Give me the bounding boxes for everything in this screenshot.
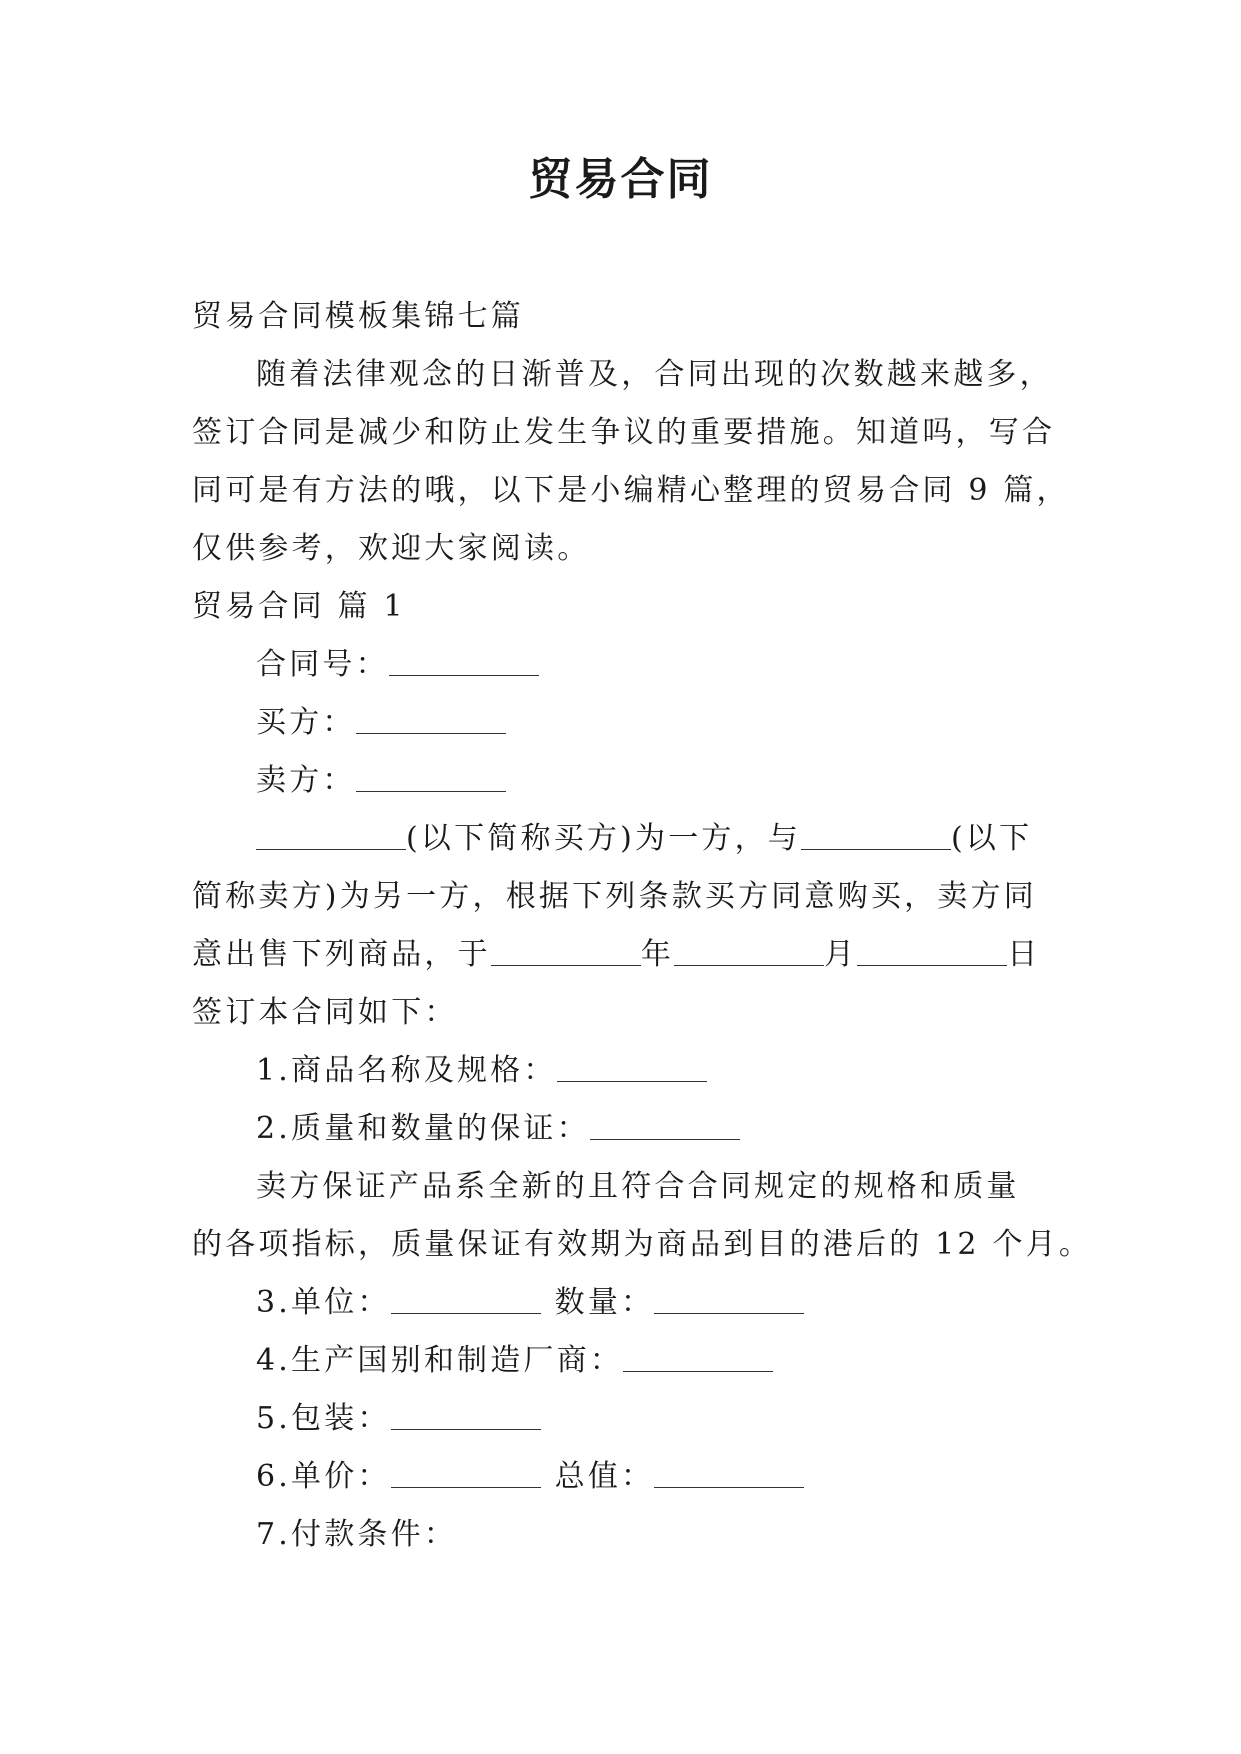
- year-blank: [491, 927, 641, 966]
- month-label: 月: [824, 937, 858, 972]
- item-6-total-label: 总值：: [554, 1459, 655, 1494]
- unit-price-blank: [391, 1449, 541, 1488]
- item-5-blank: [391, 1391, 541, 1430]
- item-5-row: [192, 1390, 1072, 1448]
- seller-blank: [356, 753, 506, 792]
- item-4-label: 4.生产国别和制造厂商：: [256, 1343, 624, 1378]
- month-blank: [674, 927, 824, 966]
- day-blank: [857, 927, 1007, 966]
- day-label: 日: [1007, 937, 1041, 972]
- item-2-label: 2.质量和数量的保证：: [256, 1111, 590, 1146]
- date-text: 意出售下列商品，于: [192, 937, 491, 972]
- buyer-blank: [356, 695, 506, 734]
- contract-no-row: [192, 636, 1072, 694]
- item-5-label: 5.包装：: [256, 1401, 391, 1436]
- section-heading: 贸易合同 篇 1: [192, 589, 406, 624]
- intro-line-1: 随着法律观念的日渐普及，合同出现的次数越来越多，: [256, 357, 1053, 392]
- item-1-blank: [557, 1043, 707, 1082]
- buyer-name-blank: [256, 811, 406, 850]
- contract-no-blank: [389, 637, 539, 676]
- seller-label: 卖方：: [256, 763, 356, 798]
- intro-line-2: 签订合同是减少和防止发生争议的重要措施。知道吗，写合: [192, 415, 1056, 450]
- agreement-line: 签订本合同如下：: [192, 995, 458, 1030]
- document-title: 贸易合同: [528, 154, 713, 205]
- item-4-blank: [623, 1333, 773, 1372]
- parties-text-b: (以下: [951, 821, 1033, 856]
- date-line: [192, 926, 1072, 984]
- contract-no-label: 合同号：: [256, 647, 389, 682]
- item-2-row: [192, 1100, 1072, 1158]
- item-2-blank: [590, 1101, 740, 1140]
- year-label: 年: [640, 937, 675, 972]
- buyer-label: 买方：: [256, 705, 356, 740]
- item-6-price-label: 6.单价：: [256, 1459, 391, 1494]
- item-6-row: [192, 1448, 1072, 1506]
- intro-line-3: 同可是有方法的哦，以下是小编精心整理的贸易合同 9 篇，: [192, 473, 1070, 508]
- item-3-row: [192, 1274, 1072, 1332]
- document-body: [192, 288, 1093, 1564]
- item-3-unit-label: 3.单位：: [256, 1285, 391, 1320]
- parties-text-a: (以下简称买方)为一方，与: [406, 821, 802, 856]
- parties-line-1: [192, 810, 1072, 868]
- unit-blank: [391, 1275, 541, 1314]
- item-7-row: 7.付款条件：: [256, 1517, 458, 1552]
- seller-row: [192, 752, 1072, 810]
- seller-name-blank: [801, 811, 951, 850]
- quality-line-1: 卖方保证产品系全新的且符合合同规定的规格和质量: [256, 1169, 1020, 1204]
- item-1-label: 1.商品名称及规格：: [256, 1053, 557, 1088]
- intro-line-4: 仅供参考，欢迎大家阅读。: [192, 531, 591, 566]
- item-4-row: [192, 1332, 1072, 1390]
- item-1-row: [192, 1042, 1072, 1100]
- total-value-blank: [654, 1449, 804, 1488]
- buyer-row: [192, 694, 1072, 752]
- subtitle: 贸易合同模板集锦七篇: [192, 299, 524, 334]
- item-3-quantity-label: 数量：: [554, 1285, 655, 1320]
- quantity-blank: [654, 1275, 804, 1314]
- parties-line-2: 简称卖方)为另一方，根据下列条款买方同意购买，卖方同: [192, 879, 1037, 914]
- quality-line-2: 的各项指标，质量保证有效期为商品到目的港后的 12 个月。: [192, 1227, 1093, 1262]
